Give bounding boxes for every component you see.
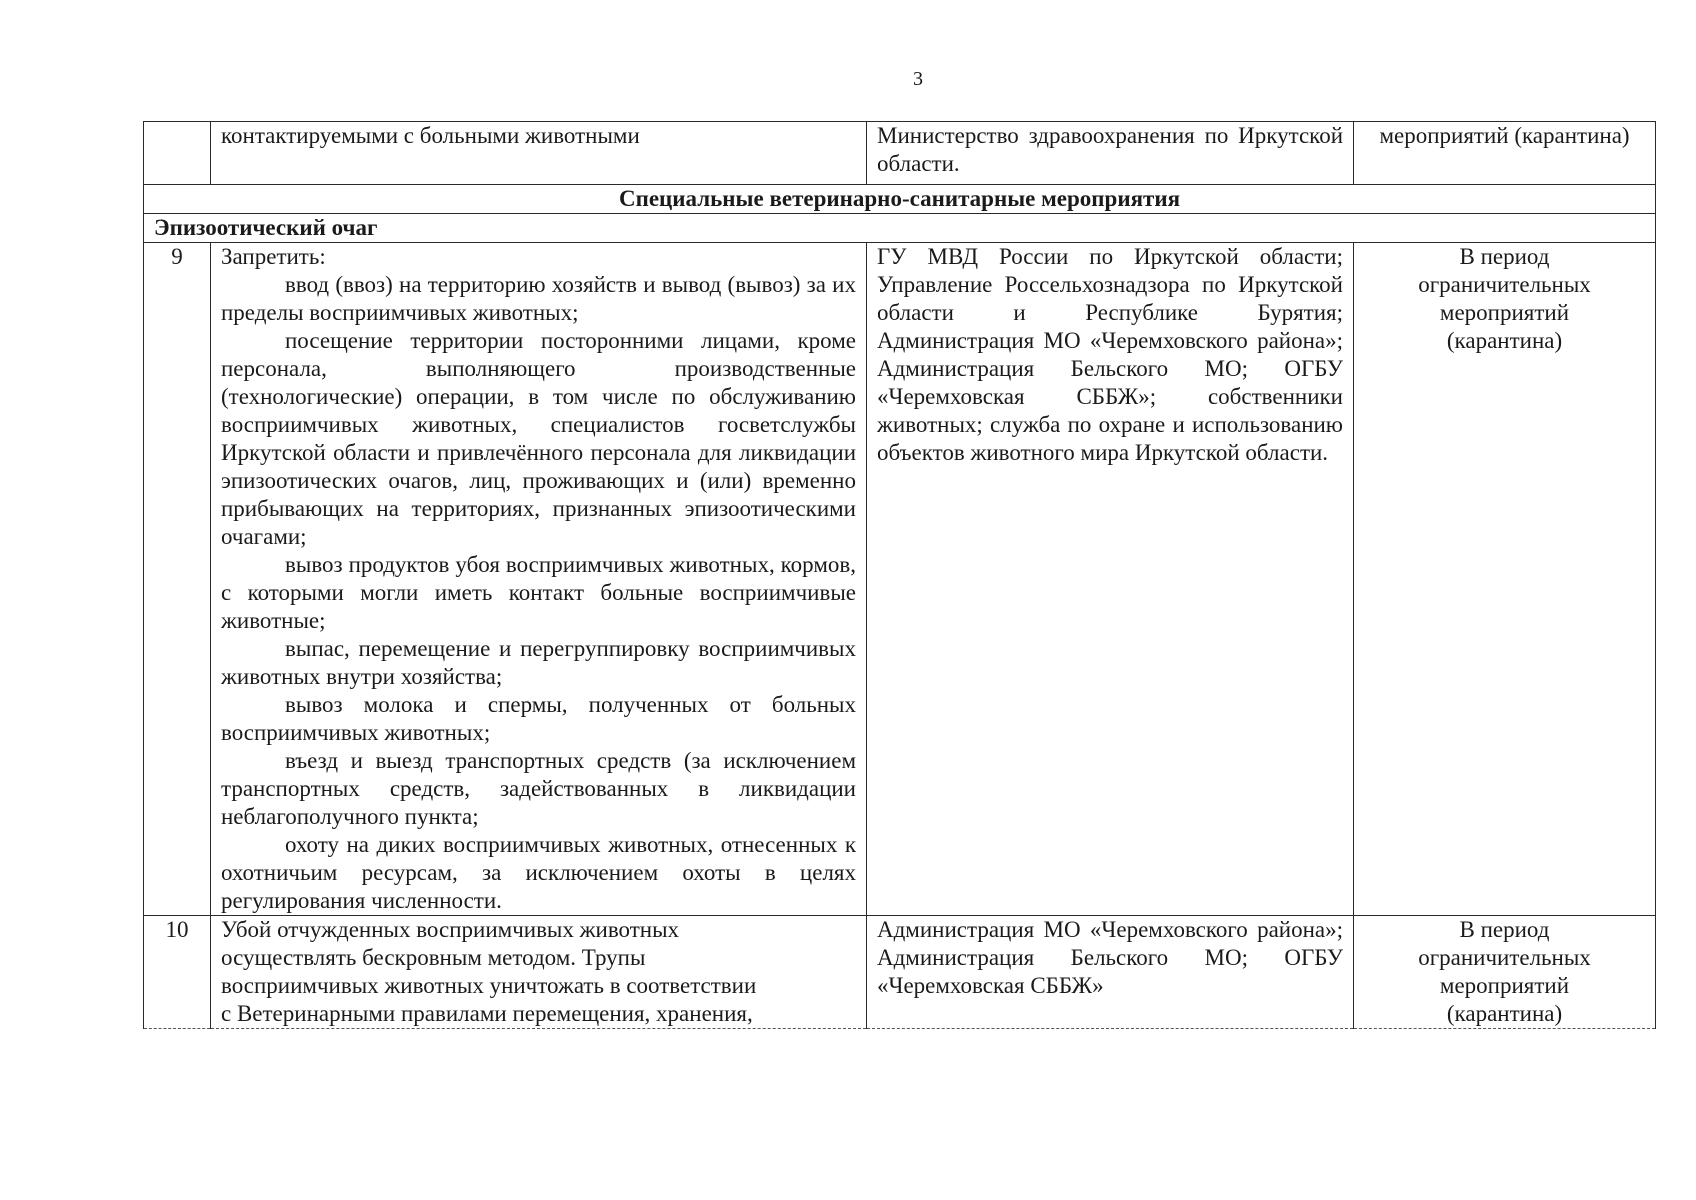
- measures-table: [143, 121, 1656, 1029]
- action-item: вывоз молока и спермы, полученных от больных восприимчивых животных;: [221, 692, 856, 745]
- action-item: вывоз продуктов убоя восприимчивых животных, кормов, с которыми могли иметь контакт больные восприимчивые животные;: [221, 552, 856, 633]
- term-line: (карантина): [1446, 328, 1563, 353]
- cell-term: [1354, 243, 1656, 916]
- cell-term: мероприятий (карантина): [1354, 122, 1656, 185]
- term-line: ограничительных: [1418, 945, 1591, 970]
- cell-executors: Администрация МО «Черемховского района»; Администрация Бельского МО; ОГБУ «Черемховская СББЖ»: [867, 916, 1354, 1029]
- action-line: с Ветеринарными правилами перемещения, хранения,: [221, 1001, 753, 1026]
- action-line: восприимчивых животных уничтожать в соответствии: [221, 973, 757, 998]
- subsection-title: Эпизоотический очаг: [144, 214, 1656, 243]
- cell-executors: Министерство здравоохранения по Иркутской области.: [867, 122, 1354, 185]
- cell-action: контактируемыми с больными животными: [211, 122, 867, 185]
- term-line: В период: [1459, 244, 1550, 269]
- term-line: мероприятий: [1439, 973, 1570, 998]
- table-row: [144, 243, 1656, 916]
- action-item: выпас, перемещение и перегруппировку восприимчивых животных внутри хозяйства;: [221, 636, 856, 689]
- action-item: въезд и выезд транспортных средств (за исключением транспортных средств, задействованных в ликвидации неблагополучного пункта;: [221, 748, 856, 829]
- term-line: ограничительных: [1418, 272, 1591, 297]
- section-header-row: [144, 185, 1656, 214]
- term-line: мероприятий: [1439, 300, 1570, 325]
- term-line: (карантина): [1446, 1001, 1563, 1026]
- cell-action: [211, 916, 867, 1029]
- cell-term: [1354, 916, 1656, 1029]
- table-row-continued: [144, 122, 1656, 185]
- page-number: 3: [913, 68, 923, 90]
- action-item: посещение территории посторонними лицами, кроме персонала, выполняющего производственные (технологические) операции, в том числе по обслуживанию восприимчивых животных, специалистов госветслужбы Иркутской области и привлечённого персонала для ликвидации эпизоотических очагов, лиц, проживающих и (или) временно прибывающих на территориях, признанных эпизоотическими очагами;: [221, 328, 856, 549]
- cell-executors: ГУ МВД России по Иркутской области; Управление Россельхознадзора по Иркутской области и Республике Бурятия; Администрация МО «Черемховского района»; Администрация Бельского МО; ОГБУ «Черемховская СББЖ»; собственники животных; служба по охране и использованию объектов животного мира Иркутской области.: [867, 243, 1354, 916]
- term-line: В период: [1459, 917, 1550, 942]
- section-title: Специальные ветеринарно-санитарные мероприятия: [144, 185, 1656, 214]
- table-row: [144, 916, 1656, 1029]
- cell-num: [144, 122, 211, 185]
- action-line: Убой отчужденных восприимчивых животных: [221, 917, 680, 942]
- action-item: ввод (ввоз) на территорию хозяйств и вывод (вывоз) за их пределы восприимчивых животных;: [221, 272, 856, 325]
- subsection-header-row: [144, 214, 1656, 243]
- cell-action: [211, 243, 867, 916]
- row-number: 9: [144, 243, 211, 916]
- row-number: 10: [144, 916, 211, 1029]
- action-intro: Запретить:: [221, 244, 326, 269]
- action-item: охоту на диких восприимчивых животных, отнесенных к охотничьим ресурсам, за исключением охоты в целях регулирования численности.: [221, 832, 856, 913]
- action-line: осуществлять бескровным методом. Трупы: [221, 945, 646, 970]
